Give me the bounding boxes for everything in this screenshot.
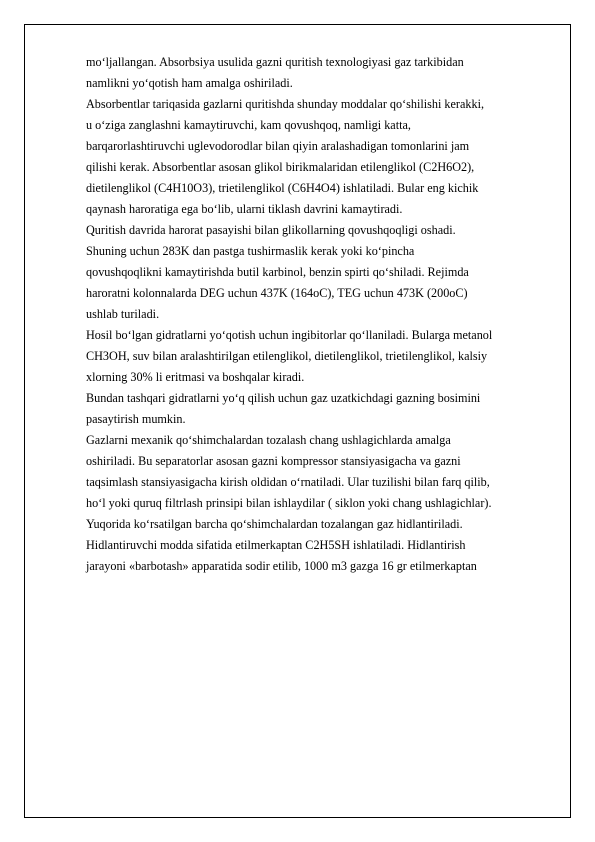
text-line: oshiriladi. Bu separatorlar asosan gazni kompressor stansiyasigacha va gazni	[86, 454, 461, 468]
text-line: pasaytirish mumkin.	[86, 412, 186, 426]
text-line: qaynash haroratiga ega bo‘lib, ularni tiklash davrini kamaytiradi.	[86, 202, 403, 216]
text-line: ushlab turiladi.	[86, 307, 160, 321]
text-line: Absorbentlar tariqasida gazlarni quritishda shunday moddalar qo‘shilishi kerakki,	[86, 97, 485, 111]
text-line: haroratni kolonnalarda DEG uchun 437K (164oC), TEG uchun 473K (200oC)	[86, 286, 468, 300]
text-line: qovushqoqlikni kamaytirishda butil karbinol, benzin spirti qo‘shiladi. Rejimda	[86, 265, 469, 279]
text-line: Yuqorida ko‘rsatilgan barcha qo‘shimchalardan tozalangan gaz hidlantiriladi.	[86, 517, 463, 531]
text-line: Hosil bo‘lgan gidratlarni yo‘qotish uchun ingibitorlar qo‘llaniladi. Bularga metanol	[86, 328, 493, 342]
text-line: taqsimlash stansiyasigacha kirish oldidan o‘rnatiladi. Ular tuzilishi bilan farq qilib,	[86, 475, 490, 489]
text-line: Hidlantiruvchi modda sifatida etilmerkaptan C2H5SH ishlatiladi. Hidlantirish	[86, 538, 466, 552]
text-line: barqarorlashtiruvchi uglevodorodlar bilan qiyin aralashadigan tomonlarini jam	[86, 139, 470, 153]
text-line: u o‘ziga zanglashni kamaytiruvchi, kam qovushqoq, namligi katta,	[86, 118, 411, 132]
text-line: jarayoni «barbotash» apparatida sodir etilib, 1000 m3 gazga 16 gr etilmerkaptan	[86, 559, 477, 573]
text-line: namlikni yo‘qotish ham amalga oshiriladi.	[86, 76, 293, 90]
text-line: Quritish davrida harorat pasayishi bilan glikollarning qovushqoqligi oshadi.	[86, 223, 456, 237]
text-line: xlorning 30% li eritmasi va boshqalar kiradi.	[86, 370, 305, 384]
text-line: ho‘l yoki quruq filtrlash prinsipi bilan ishlaydilar ( siklon yoki chang ushlagichlar).	[86, 496, 492, 510]
text-line: dietilenglikol (C4H10O3), trietilenglikol (C6H4O4) ishlatiladi. Bular eng kichik	[86, 181, 479, 195]
text-line: qilishi kerak. Absorbentlar asosan glikol birikmalaridan etilenglikol (C2H6O2),	[86, 160, 475, 174]
text-line: CH3OH, suv bilan aralashtirilgan etilenglikol, dietilenglikol, trietilenglikol, kalsiy	[86, 349, 488, 363]
text-line: mo‘ljallangan. Absorbsiya usulida gazni quritish texnologiyasi gaz tarkibidan	[86, 55, 464, 69]
text-line: Bundan tashqari gidratlarni yo‘q qilish uchun gaz uzatkichdagi gazning bosimini	[86, 391, 481, 405]
text-line: Gazlarni mexanik qo‘shimchalardan tozalash chang ushlagichlarda amalga	[86, 433, 451, 447]
text-line: Shuning uchun 283K dan pastga tushirmaslik kerak yoki ko‘pincha	[86, 244, 415, 258]
document-body	[86, 52, 556, 577]
